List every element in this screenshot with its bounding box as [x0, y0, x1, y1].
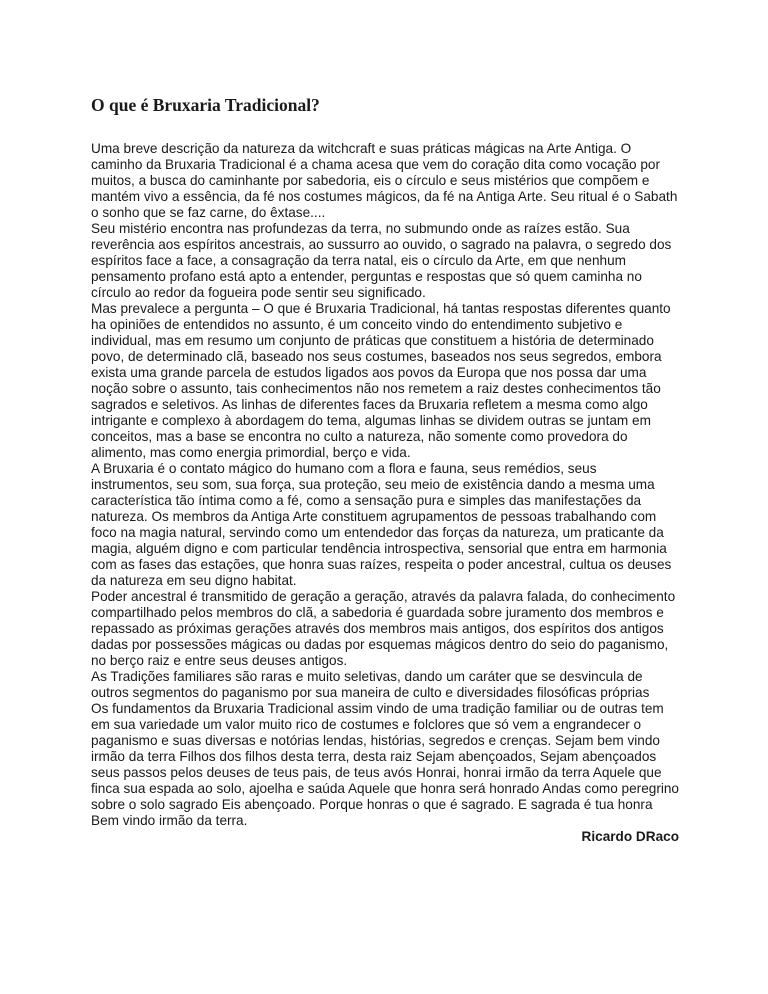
paragraph: Os fundamentos da Bruxaria Tradicional assim vindo de uma tradição familiar ou de outras tem em sua variedade um valor muito rico de costumes e folclores que só vem a engrandecer o paganismo e suas diversas e notórias lendas, histórias, segredos e crenças. Sejam bem vindo irmão da terra Filhos dos filhos desta terra, desta raiz Sejam abençoados, Sejam abençoados seus passos pelos deuses de teus pais, de teus avós Honrai, honrai irmão da terra Aquele que finca sua espada ao solo, ajoelha e saúda Aquele que honra será honrado Andas como peregrino sobre o solo sagrado Eis abençoado. Porque honras o que é sagrado. E sagrada é tua honra Bem vindo irmão da terra.: [91, 701, 679, 828]
document-title: O que é Bruxaria Tradicional?: [91, 95, 320, 115]
paragraph: As Tradições familiares são raras e muito seletivas, dando um caráter que se desvincula de outros segmentos do paganismo por sua maneira de culto e diversidades filosóficas próprias: [91, 669, 650, 700]
document-body: [91, 141, 679, 829]
paragraph: Poder ancestral é transmitido de geração a geração, através da palavra falada, do conhecimento compartilhado pelos membros do clã, a sabedoria é guardada sobre juramento dos membros e repassado as próximas gerações através dos membros mais antigos, dos espíritos dos antigos dadas por possessões mágicas ou dadas por esquemas mágicos dentro do seio do paganismo, no berço raiz e entre seus deuses antigos.: [91, 589, 676, 668]
paragraph: Uma breve descrição da natureza da witchcraft e suas práticas mágicas na Arte Antiga. O caminho da Bruxaria Tradicional é a chama acesa que vem do coração dita como vocação por muitos, a busca do caminhante por sabedoria, eis o círculo e seus mistérios que compõem e mantém vivo a essência, da fé nos costumes mágicos, da fé na Antiga Arte. Seu ritual é o Sabath o sonho que se faz carne, do êxtase....: [91, 141, 678, 220]
author-signature: Ricardo DRaco: [581, 829, 679, 844]
document-page: [91, 94, 679, 845]
paragraph: Seu mistério encontra nas profundezas da terra, no submundo onde as raízes estão. Sua reverência aos espíritos ancestrais, ao sussurro ao ouvido, o sagrado na palavra, o segredo dos espíritos face a face, a consagração da terra natal, eis o círculo da Arte, em que nenhum pensamento profano está apto a entender, perguntas e respostas que só quem caminha no círculo ao redor da fogueira pode sentir seu significado.: [91, 221, 672, 300]
paragraph: A Bruxaria é o contato mágico do humano com a flora e fauna, seus remédios, seus instrumentos, seu som, sua força, sua proteção, seu meio de existência dando a mesma uma característica tão íntima como a fé, como a sensação pura e simples das manifestações da natureza. Os membros da Antiga Arte constituem agrupamentos de pessoas trabalhando com foco na magia natural, servindo como um entendedor das forças da natureza, um praticante da magia, alguém digno e com particular tendência introspectiva, sensorial que entra em harmonia com as fases das estações, que honra suas raízes, respeita o poder ancestral, cultua os deuses da natureza em seu digno habitat.: [91, 461, 672, 588]
paragraph: Mas prevalece a pergunta – O que é Bruxaria Tradicional, há tantas respostas diferentes quanto ha opiniões de entendidos no assunto, é um conceito vindo do entendimento subjetivo e individual, mas em resumo um conjunto de práticas que constituem a história de determinado povo, de determinado clã, baseado nos seus costumes, baseados nos seus segredos, embora exista uma grande parcela de estudos ligados aos povos da Europa que nos possa dar uma noção sobre o assunto, tais conhecimentos não nos remetem a raiz destes conhecimentos tão sagrados e seletivos. As linhas de diferentes faces da Bruxaria refletem a mesma como algo intrigante e complexo à abordagem do tema, algumas linhas se dividem outras se juntam em conceitos, mas a base se encontra no culto a natureza, não somente como provedora do alimento, mas como energia primordial, berço e vida.: [91, 301, 671, 460]
